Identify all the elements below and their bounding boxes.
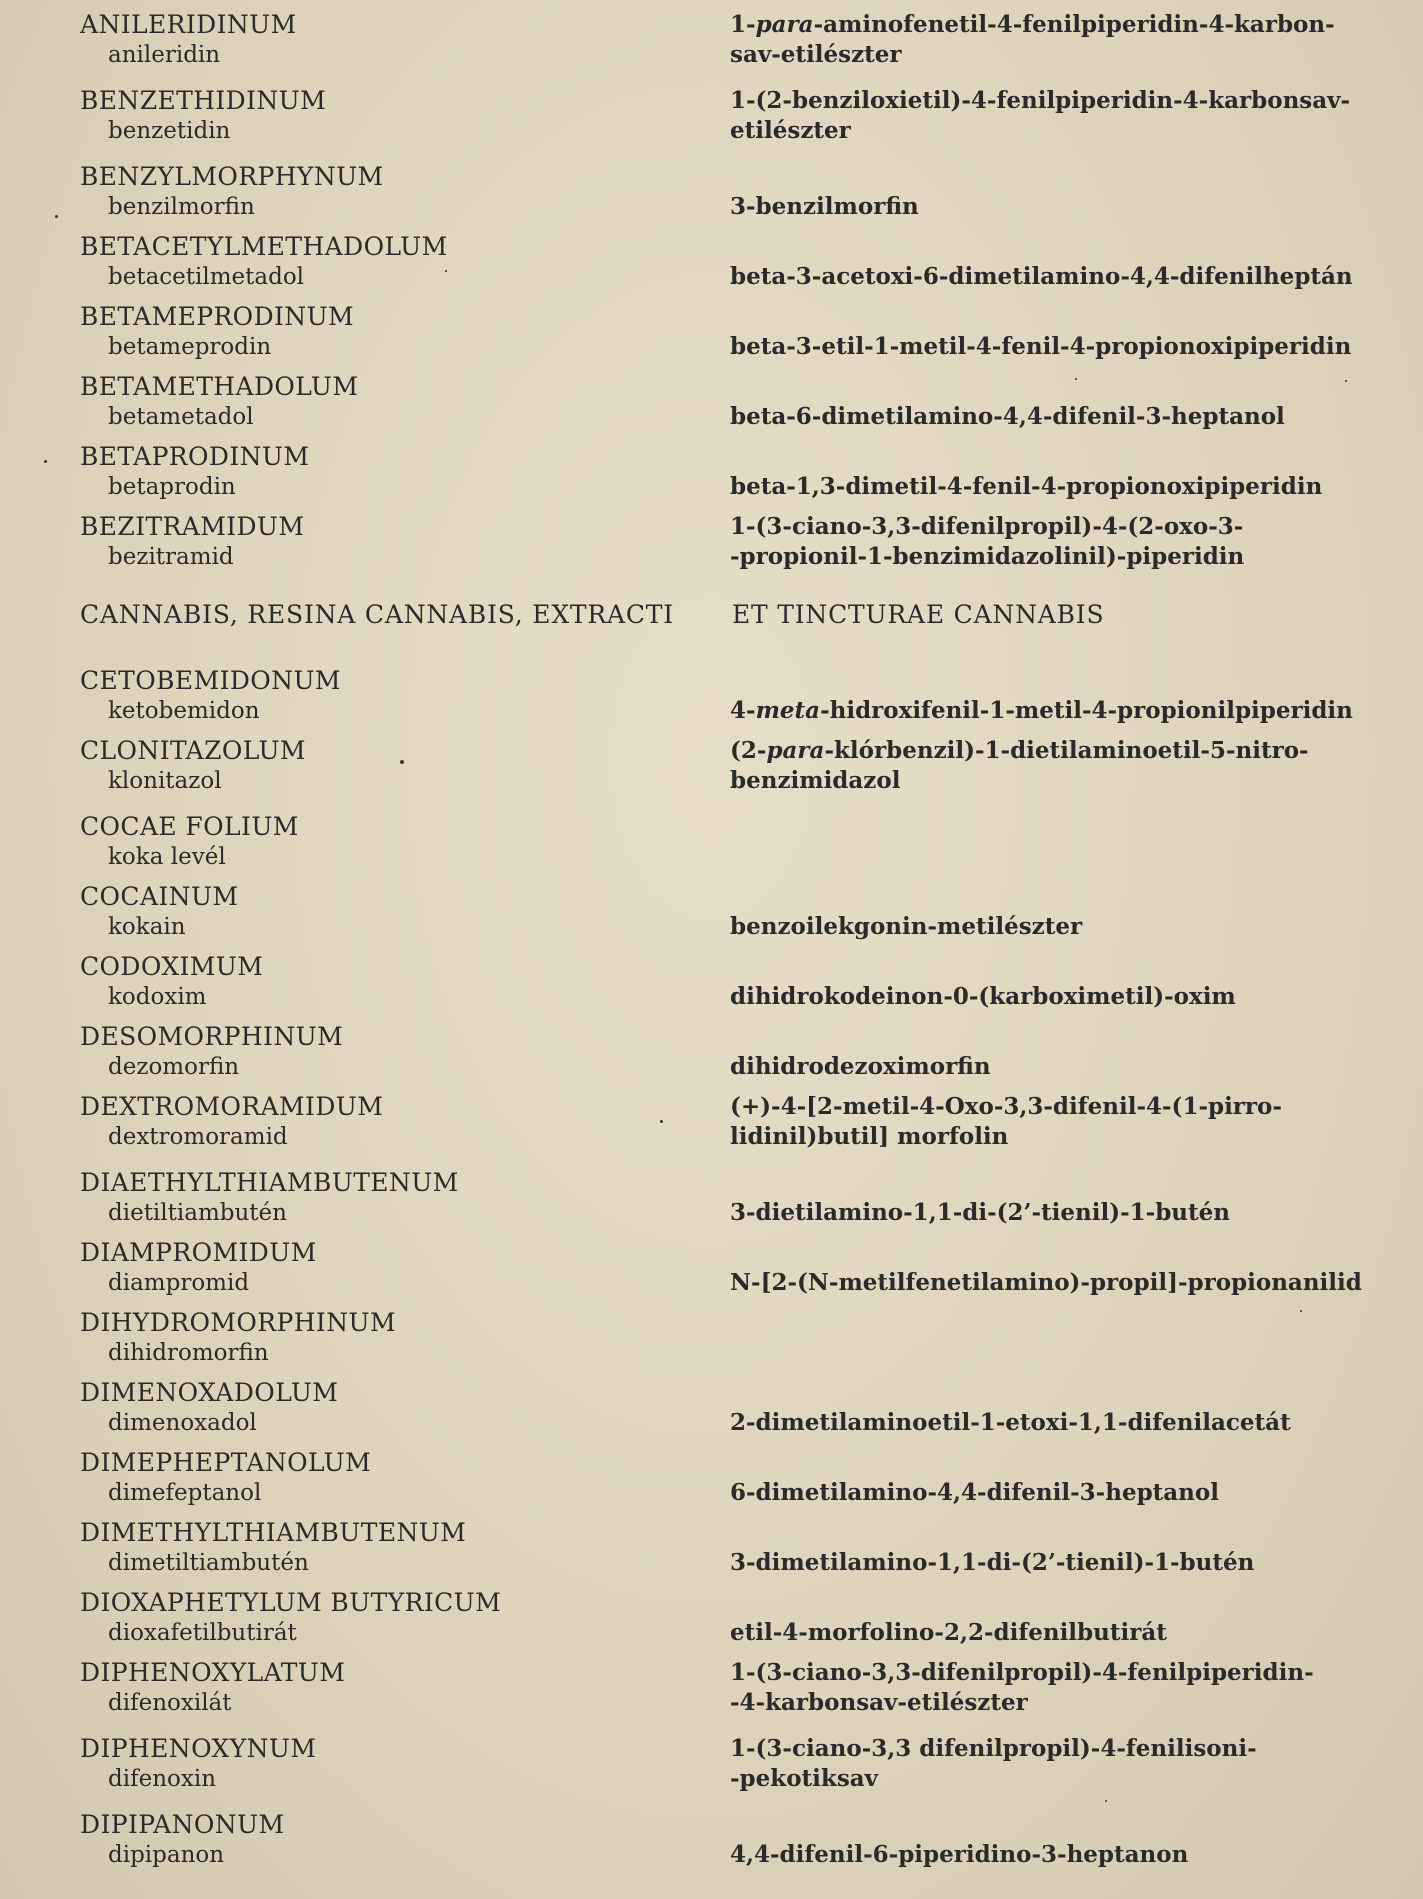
scan-speck: [1345, 380, 1347, 382]
hungarian-name: betaprodin: [108, 474, 236, 500]
hungarian-name: betametadol: [108, 404, 254, 430]
italic-prefix: para: [766, 737, 825, 764]
latin-name: DEXTROMORAMIDUM: [80, 1092, 384, 1121]
italic-prefix: para: [755, 11, 814, 38]
cannabis-heading-left: CANNABIS, RESINA CANNABIS, EXTRACTI: [80, 600, 674, 629]
latin-name: BENZYLMORPHYNUM: [80, 162, 384, 191]
chemical-name-line: [730, 1092, 1370, 1122]
chemical-text: 3-dietilamino-1,1-di-(2’-tienil)-1-butén: [730, 1199, 1231, 1226]
chemical-text: beta-3-acetoxi-6-dimetilamino-4,4-difenilheptán: [730, 263, 1353, 290]
hungarian-name: anileridin: [108, 42, 221, 68]
latin-name: DESOMORPHINUM: [80, 1022, 344, 1051]
latin-name: DIMETHYLTHIAMBUTENUM: [80, 1518, 467, 1547]
hungarian-name: dihidromorfin: [108, 1340, 269, 1366]
chemical-name: [730, 982, 1370, 1012]
chemical-name-line: [730, 1478, 1370, 1508]
chemical-text: dihidrodezoximorfin: [730, 1053, 991, 1080]
drug-entry: [0, 1518, 1423, 1588]
chemical-name-line: [730, 1198, 1370, 1228]
hungarian-name: koka levél: [108, 844, 226, 870]
drug-list: [0, 10, 1423, 1880]
hungarian-name: dipipanon: [108, 1842, 225, 1868]
latin-name: COCAINUM: [80, 882, 239, 911]
hungarian-name: betameprodin: [108, 334, 272, 360]
chemical-text: etilészter: [730, 117, 851, 144]
chemical-name-line: [730, 1658, 1370, 1688]
chemical-name: [730, 1408, 1370, 1438]
drug-entry: [0, 302, 1423, 372]
drug-entry: [0, 1810, 1423, 1880]
chemical-name: [730, 736, 1370, 796]
chemical-name: [730, 332, 1370, 362]
drug-entry: [0, 512, 1423, 588]
hungarian-name: betacetilmetadol: [108, 264, 305, 290]
drug-entry: [0, 1658, 1423, 1734]
latin-name: BENZETHIDINUM: [80, 86, 327, 115]
latin-name: DIAETHYLTHIAMBUTENUM: [80, 1168, 459, 1197]
chemical-name: [730, 1268, 1370, 1298]
hungarian-name: kokain: [108, 914, 186, 940]
scan-speck: [44, 460, 47, 463]
scan-speck: [1105, 1800, 1107, 1802]
chemical-text: (2-: [730, 737, 767, 764]
scan-speck: [445, 270, 447, 272]
drug-entry: [0, 1308, 1423, 1378]
latin-name: BEZITRAMIDUM: [80, 512, 305, 541]
chemical-name-line: [730, 1052, 1370, 1082]
chemical-name: [730, 512, 1370, 572]
hungarian-name: diampromid: [108, 1270, 250, 1296]
chemical-name-line: [730, 1122, 1370, 1152]
latin-name: ANILERIDINUM: [80, 10, 297, 39]
chemical-name: [730, 1478, 1370, 1508]
chemical-text: benzoilekgonin-metilészter: [730, 913, 1083, 940]
drug-entry: [0, 232, 1423, 302]
drug-entry: [0, 1734, 1423, 1810]
drug-entry: [0, 372, 1423, 442]
chemical-text: -propionil-1-benzimidazolinil)-piperidin: [730, 543, 1245, 570]
hungarian-name: benzilmorfin: [108, 194, 255, 220]
chemical-name-line: [730, 696, 1370, 726]
chemical-name-line: [730, 332, 1370, 362]
chemical-name: [730, 1092, 1370, 1152]
chemical-name-line: [730, 1764, 1370, 1794]
chemical-text: -aminofenetil-4-fenilpiperidin-4-karbon-: [813, 11, 1335, 38]
chemical-name-line: [730, 472, 1370, 502]
drug-entry: [0, 812, 1423, 882]
hungarian-name: benzetidin: [108, 118, 231, 144]
scan-speck: [400, 760, 404, 764]
latin-name: DIPHENOXYLATUM: [80, 1658, 346, 1687]
italic-prefix: meta: [755, 697, 821, 724]
chemical-name: [730, 86, 1370, 146]
chemical-name-line: [730, 262, 1370, 292]
chemical-text: 3-dimetilamino-1,1-di-(2’-tienil)-1-butén: [730, 1549, 1255, 1576]
drug-entry: [0, 1238, 1423, 1308]
drug-entry: [0, 1092, 1423, 1168]
hungarian-name: dextromoramid: [108, 1124, 288, 1150]
chemical-name: [730, 1618, 1370, 1648]
chemical-name-line: [730, 192, 1370, 222]
hungarian-name: bezitramid: [108, 544, 234, 570]
latin-name: DIMENOXADOLUM: [80, 1378, 339, 1407]
latin-name: DIMEPHEPTANOLUM: [80, 1448, 372, 1477]
chemical-text: 1-(3-ciano-3,3-difenilpropil)-4-fenilpiperidin-: [730, 1659, 1314, 1686]
drug-entry: [0, 736, 1423, 812]
drug-entry: [0, 666, 1423, 736]
chemical-name-line: [730, 1548, 1370, 1578]
chemical-text: beta-6-dimetilamino-4,4-difenil-3-heptanol: [730, 403, 1285, 430]
chemical-text: -hidroxifenil-1-metil-4-propionilpiperidin: [820, 697, 1353, 724]
chemical-name-line: [730, 10, 1370, 40]
chemical-name-line: [730, 86, 1370, 116]
chemical-text: dihidrokodeinon-0-(karboximetil)-oxim: [730, 983, 1236, 1010]
drug-entry: [0, 1378, 1423, 1448]
chemical-text: -4-karbonsav-etilészter: [730, 1689, 1028, 1716]
chemical-name-line: [730, 766, 1370, 796]
chemical-name: [730, 192, 1370, 222]
latin-name: CODOXIMUM: [80, 952, 264, 981]
hungarian-name: kodoxim: [108, 984, 207, 1010]
drug-entry: [0, 1022, 1423, 1092]
chemical-text: sav-etilészter: [730, 41, 902, 68]
hungarian-name: klonitazol: [108, 768, 222, 794]
chemical-text: benzimidazol: [730, 767, 901, 794]
chemical-text: 6-dimetilamino-4,4-difenil-3-heptanol: [730, 1479, 1219, 1506]
chemical-name-line: [730, 402, 1370, 432]
chemical-name: [730, 1840, 1370, 1870]
scan-speck: [55, 215, 58, 218]
hungarian-name: dimenoxadol: [108, 1410, 257, 1436]
chemical-name-line: [730, 736, 1370, 766]
chemical-text: 1-(3-ciano-3,3 difenilpropil)-4-fenilisoni-: [730, 1735, 1257, 1762]
chemical-name: [730, 696, 1370, 726]
chemical-name-line: [730, 1408, 1370, 1438]
chemical-text: beta-1,3-dimetil-4-fenil-4-propionoxipiperidin: [730, 473, 1323, 500]
chemical-text: etil-4-morfolino-2,2-difenilbutirát: [730, 1619, 1167, 1646]
scan-speck: [660, 1120, 663, 1123]
chemical-text: 1-(3-ciano-3,3-difenilpropil)-4-(2-oxo-3-: [730, 513, 1244, 540]
chemical-name-line: [730, 1268, 1370, 1298]
chemical-name: [730, 1052, 1370, 1082]
hungarian-name: difenoxin: [108, 1766, 217, 1792]
latin-name: DIPIPANONUM: [80, 1810, 285, 1839]
chemical-name-line: [730, 40, 1370, 70]
latin-name: DIHYDROMORPHINUM: [80, 1308, 396, 1337]
latin-name: DIAMPROMIDUM: [80, 1238, 317, 1267]
drug-entry: [0, 1448, 1423, 1518]
hungarian-name: difenoxilát: [108, 1690, 232, 1716]
hungarian-name: dietiltiambutén: [108, 1200, 287, 1226]
chemical-text: (+)-4-[2-metil-4-Oxo-3,3-difenil-4-(1-pirro-: [730, 1093, 1282, 1120]
chemical-name: [730, 262, 1370, 292]
drug-entry: [0, 86, 1423, 162]
chemical-name-line: [730, 912, 1370, 942]
chemical-text: beta-3-etil-1-metil-4-fenil-4-propionoxipiperidin: [730, 333, 1352, 360]
chemical-text: 4,4-difenil-6-piperidino-3-heptanon: [730, 1841, 1189, 1868]
drug-entry: [0, 162, 1423, 232]
chemical-text: -klórbenzil)-1-dietilaminoetil-5-nitro-: [824, 737, 1309, 764]
latin-name: COCAE FOLIUM: [80, 812, 299, 841]
chemical-text: lidinil)butil] morfolin: [730, 1123, 1009, 1150]
hungarian-name: dimetiltiambutén: [108, 1550, 309, 1576]
chemical-name-line: [730, 1840, 1370, 1870]
chemical-text: 4-: [730, 697, 756, 724]
hungarian-name: dioxafetilbutirát: [108, 1620, 297, 1646]
latin-name: CLONITAZOLUM: [80, 736, 306, 765]
chemical-name: [730, 1658, 1370, 1718]
chemical-text: 3-benzilmorfin: [730, 193, 919, 220]
cannabis-heading-right: ET TINCTURAE CANNABIS: [732, 600, 1105, 629]
chemical-name-line: [730, 542, 1370, 572]
drug-entry: [0, 1588, 1423, 1658]
latin-name: CETOBEMIDONUM: [80, 666, 341, 695]
drug-entry: [0, 442, 1423, 512]
scan-speck: [1075, 378, 1077, 380]
chemical-name-line: [730, 1688, 1370, 1718]
hungarian-name: dimefeptanol: [108, 1480, 262, 1506]
chemical-name: [730, 1548, 1370, 1578]
latin-name: BETAPRODINUM: [80, 442, 310, 471]
chemical-name-line: [730, 982, 1370, 1012]
latin-name: BETACETYLMETHADOLUM: [80, 232, 448, 261]
latin-name: BETAMETHADOLUM: [80, 372, 359, 401]
chemical-name-line: [730, 1618, 1370, 1648]
chemical-text: N-[2-(N-metilfenetilamino)-propil]-propionanilid: [730, 1269, 1362, 1296]
hungarian-name: dezomorfin: [108, 1054, 240, 1080]
drug-entry: [0, 10, 1423, 86]
chemical-name: [730, 472, 1370, 502]
chemical-name-line: [730, 116, 1370, 146]
latin-name: DIOXAPHETYLUM BUTYRICUM: [80, 1588, 502, 1617]
chemical-name-line: [730, 512, 1370, 542]
chemical-name: [730, 912, 1370, 942]
chemical-name: [730, 1734, 1370, 1794]
chemical-text: 1-: [730, 11, 756, 38]
chemical-text: 1-(2-benziloxietil)-4-fenilpiperidin-4-karbonsav-: [730, 87, 1351, 114]
chemical-name: [730, 402, 1370, 432]
drug-entry: [0, 1168, 1423, 1238]
chemical-name-line: [730, 1734, 1370, 1764]
chemical-name: [730, 1198, 1370, 1228]
scan-speck: [1300, 1310, 1302, 1312]
hungarian-name: ketobemidon: [108, 698, 260, 724]
latin-name: DIPHENOXYNUM: [80, 1734, 317, 1763]
cannabis-heading: [0, 588, 1423, 666]
chemical-text: -pekotiksav: [730, 1765, 879, 1792]
drug-entry: [0, 952, 1423, 1022]
chemical-text: 2-dimetilaminoetil-1-etoxi-1,1-difenilacetát: [730, 1409, 1291, 1436]
chemical-name: [730, 10, 1370, 70]
latin-name: BETAMEPRODINUM: [80, 302, 355, 331]
drug-entry: [0, 882, 1423, 952]
